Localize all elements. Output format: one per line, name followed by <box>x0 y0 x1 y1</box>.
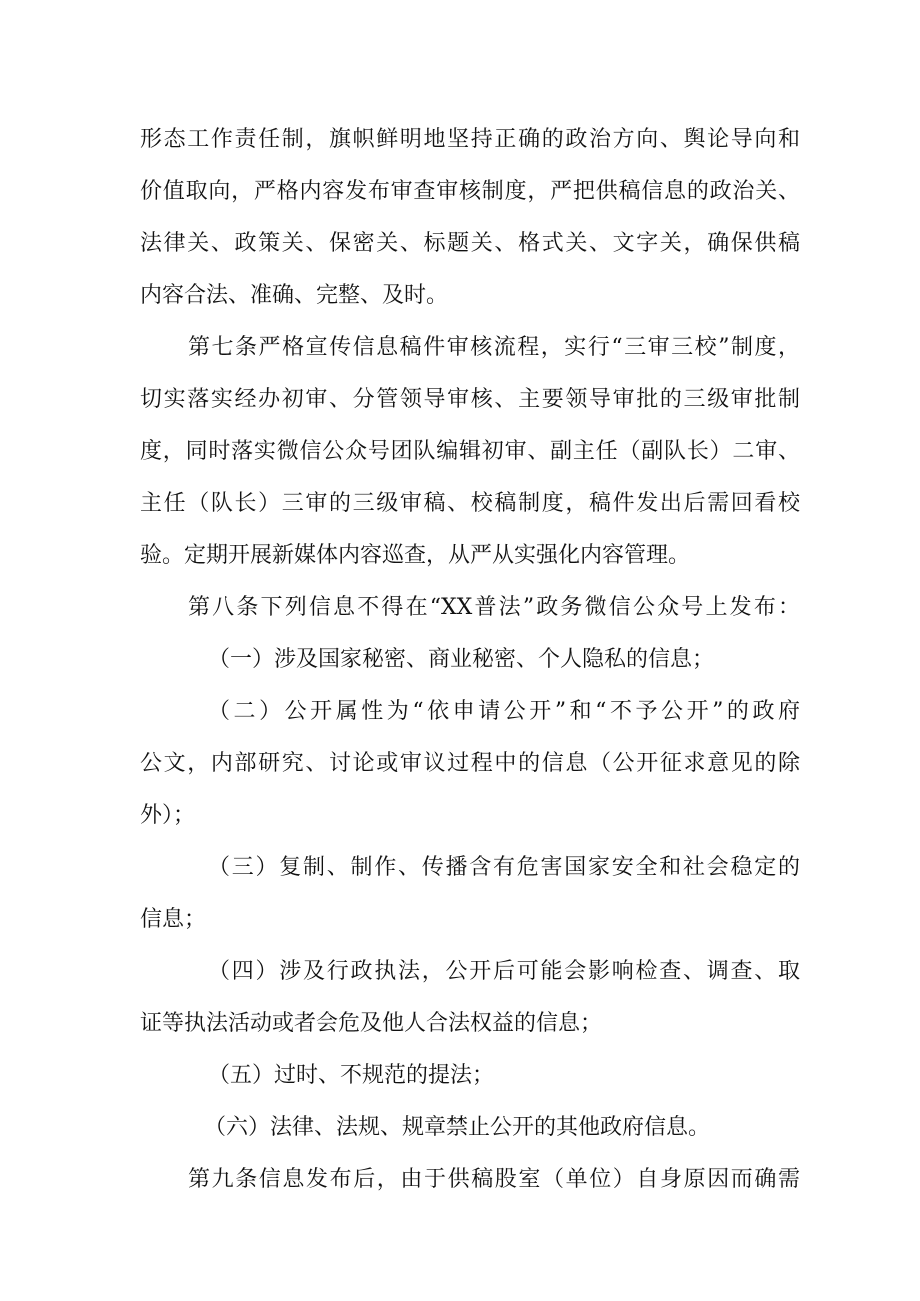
article-8-item-2-line-3: 外）； <box>140 803 196 828</box>
article-8-item-3-line-1: （三）复制、制作、传播含有危害国家安全和社会稳定的 <box>208 855 800 880</box>
article-7-line-3: 度，同时落实微信公众号团队编辑初审、副主任（副队长）二审、 <box>140 439 800 464</box>
article-8-item-6: （六）法律、法规、规章禁止公开的其他政府信息。 <box>204 1115 711 1140</box>
article-8-item-2-line-1: （二）公开属性为“依申请公开”和“不予公开”的政府 <box>208 699 800 724</box>
article-8-item-3-line-2: 信息； <box>140 907 207 932</box>
article-8-item-4-line-1: （四）涉及行政执法，公开后可能会影响检查、调查、取 <box>208 959 800 984</box>
paragraph-6-line-1: 形态工作责任制，旗帜鲜明地坚持正确的政治方向、舆论导向和 <box>140 127 800 152</box>
article-7-line-2: 切实落实经办初审、分管领导审核、主要领导审批的三级审批制 <box>140 387 800 412</box>
article-9-line-1: 第九条信息发布后，由于供稿股室（单位）自身原因而确需 <box>188 1167 800 1192</box>
article-8-item-2-line-2: 公文，内部研究、讨论或审议过程中的信息（公开征求意见的除 <box>140 751 800 776</box>
article-7-line-5: 验。定期开展新媒体内容巡查，从严从实强化内容管理。 <box>140 543 691 568</box>
paragraph-6-line-3: 法律关、政策关、保密关、标题关、格式关、文字关，确保供稿 <box>140 231 800 256</box>
article-8-item-1: （一）涉及国家秘密、商业秘密、个人隐私的信息； <box>208 647 715 672</box>
paragraph-6-line-2: 价值取向，严格内容发布审查审核制度，严把供稿信息的政治关、 <box>140 179 800 204</box>
article-8-item-4-line-2: 证等执法活动或者会危及他人合法权益的信息； <box>140 1011 603 1036</box>
article-7-line-1: 第七条严格宣传信息稿件审核流程，实行“三审三校”制度， <box>188 335 800 360</box>
paragraph-6-line-4: 内容合法、准确、完整、及时。 <box>140 283 449 308</box>
article-8-heading: 第八条下列信息不得在“XX普法”政务微信公众号上发布： <box>188 595 800 620</box>
article-8-item-5: （五）过时、不规范的提法； <box>208 1063 495 1088</box>
article-7-line-4: 主任（队长）三审的三级审稿、校稿制度，稿件发出后需回看校 <box>140 491 800 516</box>
